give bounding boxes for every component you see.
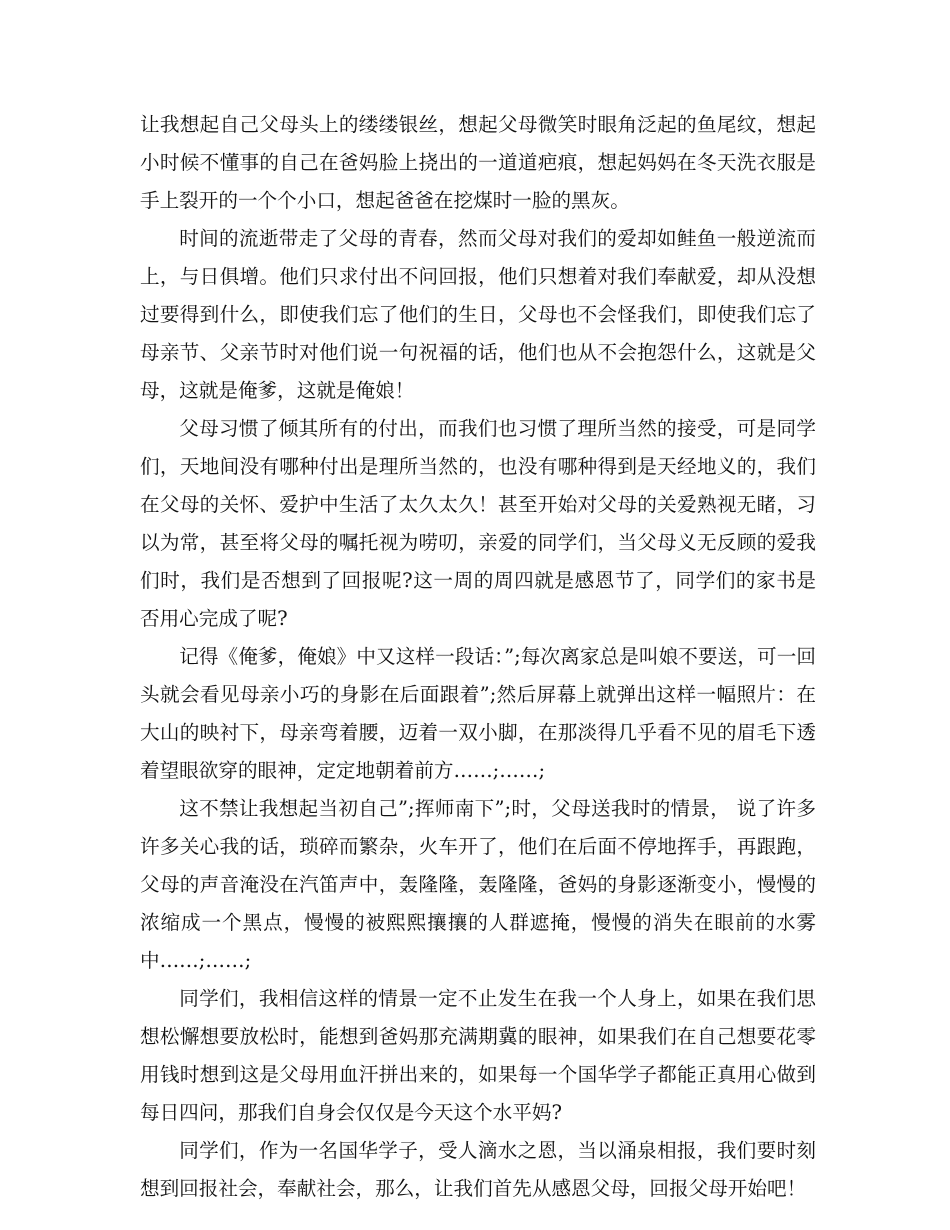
paragraph-1: 让我想起自己父母头上的缕缕银丝，想起父母微笑时眼角泛起的鱼尾纹，想起小时候不懂事的自己在爸妈脸上挠出的一道道疤痕，想起妈妈在冬天洗衣服是手上裂开的一个个小口，想起爸爸在挖煤时一脸的黑灰。 bbox=[140, 113, 816, 212]
paragraph-5: 这不禁让我想起当初自己”;挥师南下”;时，父母送我时的情景， 说了许多许多关心我的话，琐碎而繁杂，火车开了，他们在后面不停地挥手，再跟跑，父母的声音淹没在汽笛声中，轰隆隆，轰隆隆，爸妈的身影逐渐变小，慢慢的浓缩成一个黑点，慢慢的被熙熙攘攘的人群遮掩，慢慢的消失在眼前的水雾中……;……; bbox=[140, 797, 816, 972]
paragraph-3: 父母习惯了倾其所有的付出，而我们也习惯了理所当然的接受，可是同学们，天地间没有哪种付出是理所当然的，也没有哪种得到是天经地义的，我们在父母的关怀、爱护中生活了太久太久！甚至开始对父母的关爱熟视无睹，习以为常，甚至将父母的嘱托视为唠叨，亲爱的同学们，当父母义无反顾的爱我们时，我们是否想到了回报呢?这一周的周四就是感恩节了，同学们的家书是否用心完成了呢? bbox=[140, 417, 816, 630]
paragraph-2: 时间的流逝带走了父母的青春，然而父母对我们的爱却如鲑鱼一般逆流而上，与日俱增。他们只求付出不问回报，他们只想着对我们奉献爱，却从没想过要得到什么，即使我们忘了他们的生日，父母也不会怪我们，即使我们忘了母亲节、父亲节时对他们说一句祝福的话，他们也从不会抱怨什么，这就是父母，这就是俺爹，这就是俺娘！ bbox=[140, 227, 816, 402]
paragraph-4: 记得《俺爹，俺娘》中又这样一段话：”;每次离家总是叫娘不要送，可一回头就会看见母亲小巧的身影在后面跟着”;然后屏幕上就弹出这样一幅照片：在大山的映衬下，母亲弯着腰，迈着一双小脚，在那淡得几乎看不见的眉毛下透着望眼欲穿的眼神，定定地朝着前方……;……; bbox=[140, 645, 816, 782]
paragraph-7: 同学们，作为一名国华学子，受人滴水之恩，当以涌泉相报，我们要时刻想到回报社会，奉献社会，那么，让我们首先从感恩父母，回报父母开始吧！ bbox=[140, 1139, 816, 1200]
paragraph-6: 同学们，我相信这样的情景一定不止发生在我一个人身上，如果在我们思想松懈想要放松时，能想到爸妈那充满期冀的眼神，如果我们在自己想要花零用钱时想到这是父母用血汗拼出来的，如果每一个国华学子都能正真用心做到每日四问，那我们自身会仅仅是今天这个水平妈? bbox=[140, 987, 816, 1124]
document-body bbox=[140, 106, 816, 1208]
